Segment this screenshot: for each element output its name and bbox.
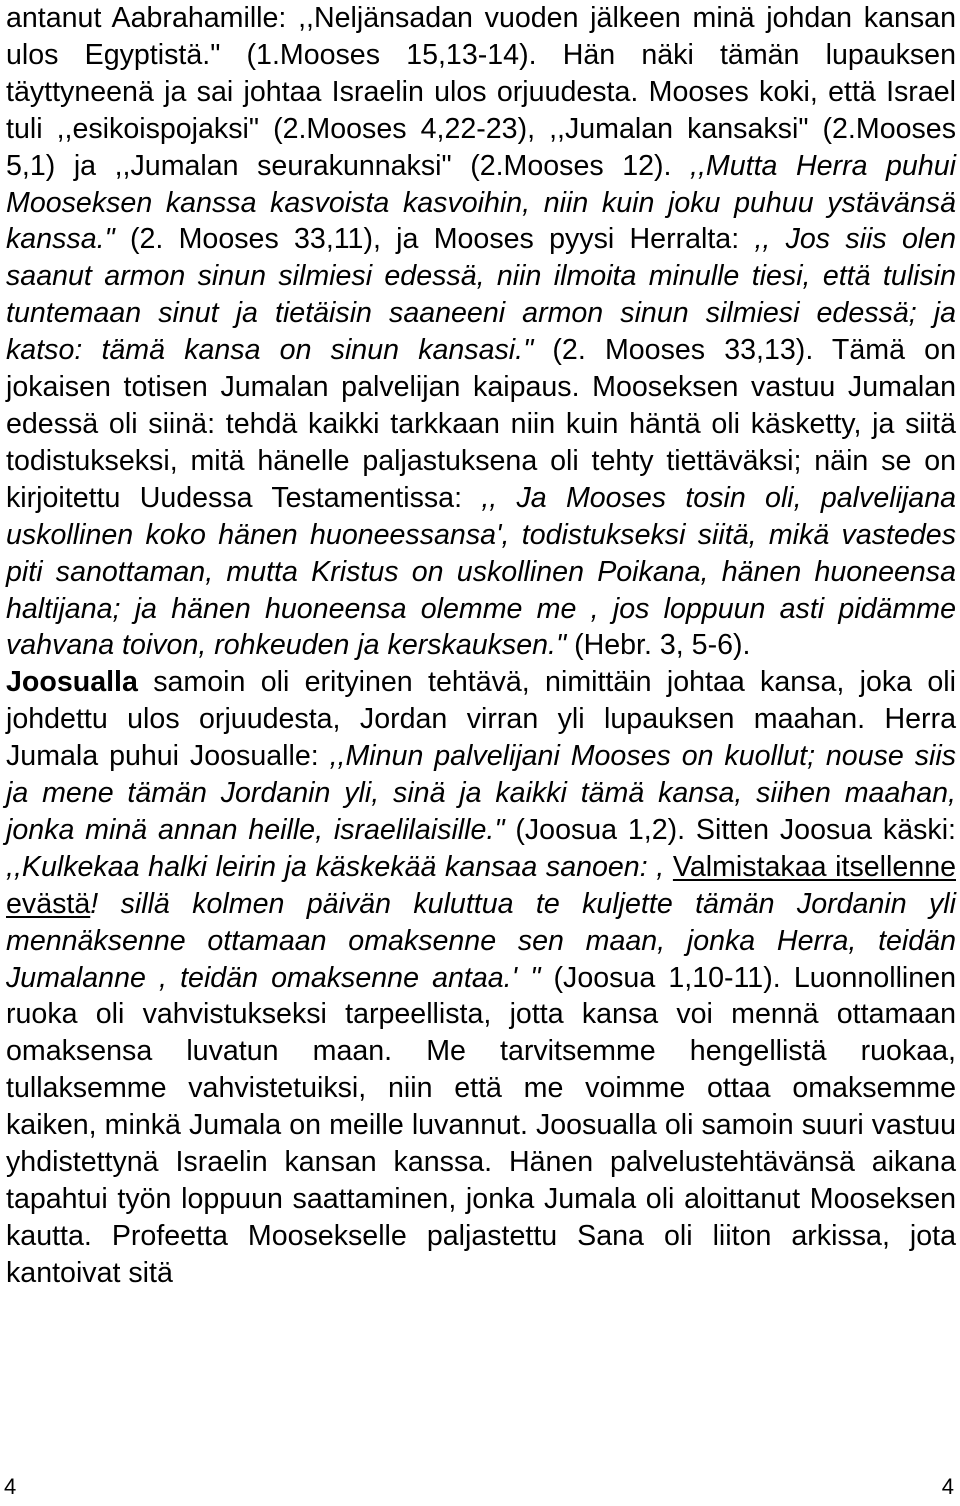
text-run: (Joosua 1,10-11). Luonnollinen ruoka oli vahvistukseksi tarpeellista, jotta kansa voi mennä ottamaan omaksensa luvatun maan. Me tarvitsemme hengellistä ruokaa, tullaksemme vahvistetuiksi, niin että me voimme ottaa omaksemme kaiken, minkä Jumala on meille luvannut. Joosualla oli samoin suuri vastuu yhdistettynä Israelin kansan kanssa. Hänen palvelustehtävänsä aikana tapahtui työn loppuun saattaminen, jonka Jumala oli aloittanut Mooseksen kautta. Profeetta Moosekselle paljastettu Sana oli liiton arkissa, jota kantoivat sitä <box>6 961 956 1289</box>
paragraph-moses <box>6 0 956 664</box>
underlined-phrase: Valmistakaa itsellenne evästä <box>6 850 956 920</box>
quote-hebrews-3: ,, Ja Mooses tosin oli, palvelijana uskollinen koko hänen huoneessansa', todistukseksi siitä, mikä vastedes piti sanottaman, mutta Kristus on uskollinen Poikana, hänen huoneensa haltijana; ja hänen huoneensa olemme me , jos loppuun asti pidämme vahvana toivon, rohkeuden ja kerskauksen." <box>6 481 956 662</box>
quote-joshua-1-10: ,,Kulkekaa halki leirin ja käskekää kansaa sanoen: , <box>6 850 673 883</box>
quote-exodus-33-11: ,,Mutta Herra puhui Mooseksen kanssa kasvoista kasvoihin, niin kuin joku puhuu ystävänsä kanssa." <box>6 149 956 256</box>
quote-exodus-33-13: ,, Jos siis olen saanut armon sinun silmiesi edessä, niin ilmoita minulle tiesi, että tulisin tuntemaan sinut ja tietäisin saaneeni armon sinun silmiesi edessä; ja katso: tämä kansa on sinun kansasi." <box>6 223 956 367</box>
text-run: antanut Aabrahamille: ,,Neljänsadan vuoden jälkeen minä johdan kansan ulos Egyptistä." (1.Mooses 15,13-14). Hän näki tämän lupauksen täyttyneenä ja sai johtaa Israelin ulos orjuudesta. Mooses koki, että Israel tuli ,,esikoispojaksi" (2.Mooses 4,22-23), ,,Jumalan kansaksi" (2.Mooses 5,1) ja ,,Jumalan seurakunnaksi" (2.Mooses 12). <box>6 2 956 182</box>
text-run: (Hebr. 3, 5-6). <box>566 629 751 662</box>
page-number-right: 4 <box>941 1474 954 1499</box>
text-run: (Joosua 1,2). Sitten Joosua käski: <box>504 813 956 846</box>
text-run: samoin oli erityinen tehtävä, nimittäin johtaa kansa, joka oli johdettu ulos orjuudesta, Jordan virran yli lupauksen maahan. Herra Jumala puhui Joosualle: <box>6 666 956 773</box>
page-number-left: 4 <box>4 1474 17 1499</box>
text-run: (2. Mooses 33,13). Tämä on jokaisen totisen Jumalan palvelijan kaipaus. Mooseksen vastuu Jumalan edessä oli siinä: tehdä kaikki tarkkaan niin kuin häntä oli käsketty, ja siitä todistukseksi, mitä hänelle paljastuksena oli tehty tiettäväksi; näin se on kirjoitettu Uudessa Testamentissa: <box>6 334 956 514</box>
paragraph-joshua <box>6 664 956 1291</box>
quote-joshua-1-2: ,,Minun palvelijani Mooses on kuollut; nouse siis ja mene tämän Jordanin yli, sinä ja kaikki tämä kansa, siihen maahan, jonka minä annan heille, israelilaisille." <box>6 740 956 846</box>
quote-joshua-1-11: ! sillä kolmen päivän kuluttua te kuljette tämän Jordanin yli mennäksenne ottamaan omaksenne sen maan, jonka Herra, teidän Jumalanne , teidän omaksenne antaa.' " <box>6 887 956 994</box>
bold-name-joosualla: Joosualla <box>6 666 138 699</box>
text-run: (2. Mooses 33,11), ja Mooses pyysi Herralta: <box>114 223 755 256</box>
document-page <box>6 0 956 1292</box>
